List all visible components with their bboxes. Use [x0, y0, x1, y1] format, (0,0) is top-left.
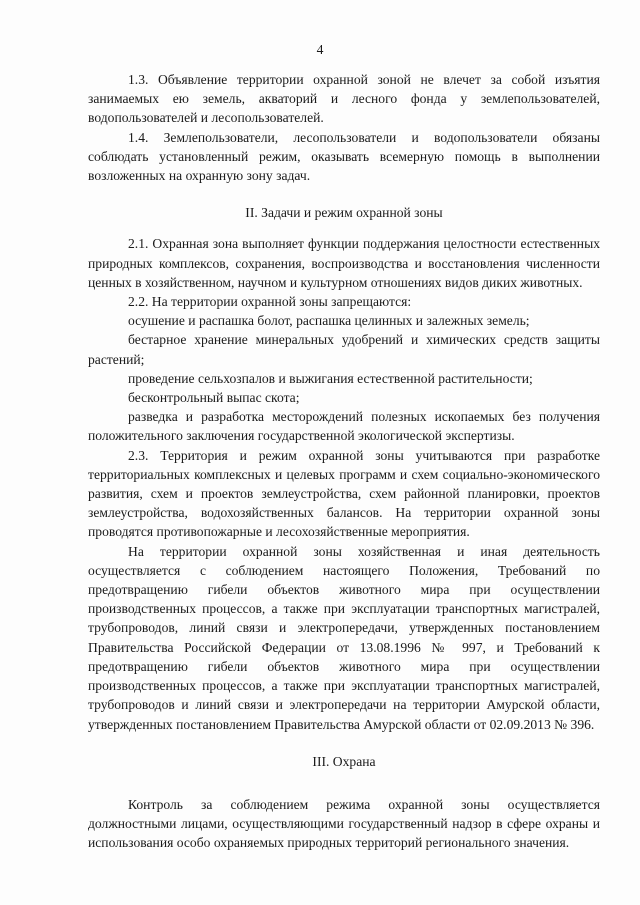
paragraph-2-3: 2.3. Территория и режим охранной зоны учитываются при разработке территориальных комплексных и целевых программ и схем социально-экономического развития, схем и проектов землеустройства, схем районной планировки, проектов землеустройства, водохозяйственных балансов. На территории охранной зоны проводятся противопожарные и лесохозяйственные мероприятия.	[88, 447, 600, 540]
prohibition-item: бесконтрольный выпас скота;	[128, 390, 300, 406]
prohibition-item: осушение и распашка болот, распашка целинных и залежных земель;	[128, 313, 530, 329]
paragraph-1-4: 1.4. Землепользователи, лесопользователи и водопользователи обязаны соблюдать установленный режим, оказывать всемерную помощь в выполнении возложенных на охранную зону задач.	[88, 129, 600, 184]
prohibition-item: проведение сельхозпалов и выжигания естественной растительности;	[128, 370, 533, 386]
paragraph-3: Контроль за соблюдением режима охранной зоны осуществляется должностными лицами, осуществляющими государственный надзор в сфере охраны и использования особо охраняемых природных территорий регионального значения.	[88, 796, 600, 851]
paragraph-1-3: 1.3. Объявление территории охранной зоной не влечет за собой изъятия занимаемых ею земель, акваторий и лесного фонда у землепользователей, водопользователей и лесопользователей.	[88, 72, 600, 126]
paragraph-2-2: 2.2. На территории охранной зоны запрещаются:	[128, 294, 412, 310]
prohibition-item: бестарное хранение минеральных удобрений и химических средств защиты растений;	[88, 332, 600, 367]
prohibition-item: разведка и разработка месторождений полезных ископаемых без получения положительного заключения государственной экологической экспертизы.	[88, 409, 600, 444]
section-2-heading: II. Задачи и режим охранной зоны	[245, 205, 443, 221]
document-body	[88, 70, 600, 853]
section-3-heading: III. Охрана	[312, 753, 376, 769]
paragraph-2-4: На территории охранной зоны хозяйственная и иная деятельность осуществляется с соблюдением настоящего Положения, Требований по предотвращению гибели объектов животного мира при осуществлении производственных процессов, а также при эксплуатации транспортных магистралей, трубопроводов, линий связи и электропередачи, утвержденных постановлением Правительства Российской Федерации от 13.08.1996 № 997, и Требований к предотвращению гибели объектов животного мира при осуществлении производственных процессов, а также при эксплуатации транспортных магистралей, трубопроводов и линий связи и электропередачи на территории Амурской области, утвержденных постановлением Правительства Амурской области от 02.09.2013 № 396.	[88, 543, 600, 732]
page-number: 4	[316, 42, 324, 57]
paragraph-2-1: 2.1. Охранная зона выполняет функции поддержания целостности естественных природных комплексов, сохранения, воспроизводства и восстановления численности ценных в хозяйственном, научном и культурном отношениях видов диких животных.	[88, 236, 600, 290]
